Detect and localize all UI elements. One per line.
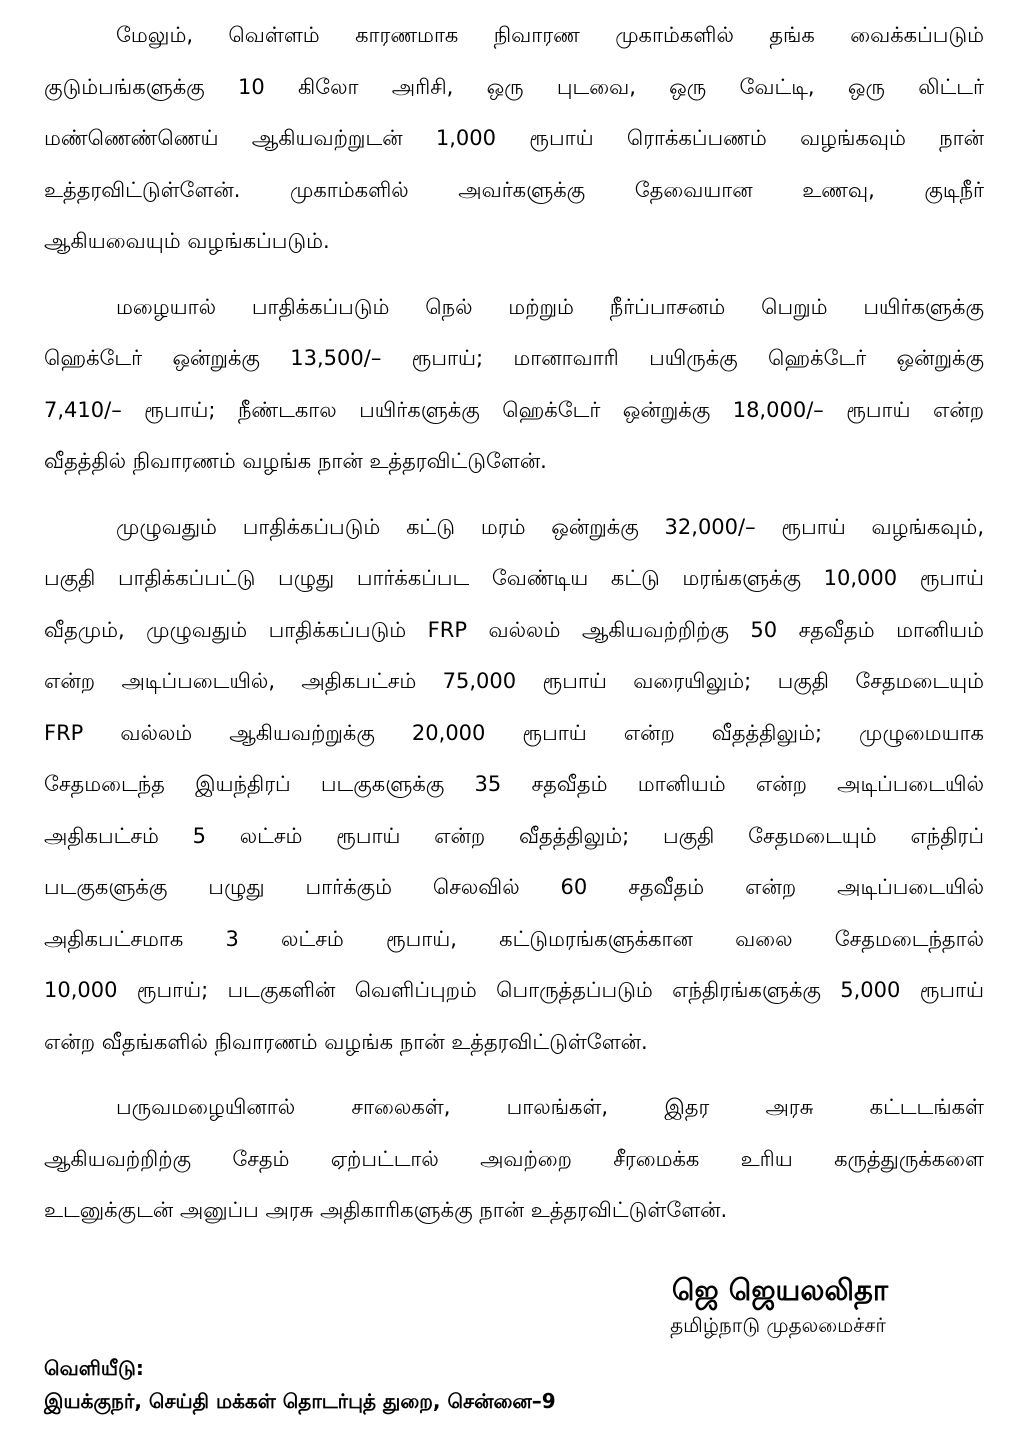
text-line: சேதமடைந்த இயந்திரப் படகுகளுக்கு 35 சதவீதம் மானியம் என்ற அடிப்படையில் bbox=[44, 772, 984, 796]
text-line: என்ற அடிப்படையில், அதிகபட்சம் 75,000 ரூபாய் வரையிலும்; பகுதி சேதமடையும் bbox=[44, 669, 984, 693]
text-line: என்ற வீதங்களில் நிவாரணம் வழங்க நான் உத்தரவிட்டுள்ளேன். bbox=[44, 1029, 648, 1054]
text-line: உத்தரவிட்டுள்ளேன். முகாம்களில் அவர்களுக்கு தேவையான உணவு, குடிநீர் bbox=[44, 177, 984, 202]
text-line: ஆகியவற்றிற்கு சேதம் ஏற்பட்டால் அவற்றை சீரமைக்க உரிய கருத்துருக்களை bbox=[44, 1146, 984, 1171]
text-line: ஹெக்டேர் ஒன்றுக்கு 13,500/– ரூபாய்; மானாவாரி பயிருக்கு ஹெக்டேர் ஒன்றுக்கு bbox=[44, 346, 984, 370]
text-line: முழுவதும் பாதிக்கப்படும் கட்டு மரம் ஒன்றுக்கு 32,000/– ரூபாய் வழங்கவும், bbox=[116, 514, 984, 539]
text-line: குடும்பங்களுக்கு 10 கிலோ அரிசி, ஒரு புடவை, ஒரு வேட்டி, ஒரு லிட்டர் bbox=[44, 74, 984, 99]
text-line: அதிகபட்சம் 5 லட்சம் ரூபாய் என்ற வீதத்திலும்; பகுதி சேதமடையும் எந்திரப் bbox=[44, 823, 984, 848]
paragraph-relief-camps bbox=[44, 10, 984, 268]
text-line: மேலும், வெள்ளம் காரணமாக நிவாரண முகாம்களில் தங்க வைக்கப்படும் bbox=[116, 23, 984, 47]
release-issuer: இயக்குநர், செய்தி மக்கள் தொடர்புத் துறை, சென்னை–9 bbox=[44, 1389, 556, 1413]
text-line: படகுகளுக்கு பழுது பார்க்கும் செலவில் 60 சதவீதம் என்ற அடிப்படையில் bbox=[44, 875, 984, 899]
text-line: மழையால் பாதிக்கப்படும் நெல் மற்றும் நீர்ப்பாசனம் பெறும் பயிர்களுக்கு bbox=[116, 294, 984, 319]
release-block bbox=[44, 1352, 556, 1418]
text-line: FRP வல்லம் ஆகியவற்றுக்கு 20,000 ரூபாய் என்ற வீதத்திலும்; முழுமையாக bbox=[44, 720, 984, 745]
release-label: வெளியீடு: bbox=[44, 1356, 144, 1380]
paragraph-crop-relief bbox=[44, 282, 984, 488]
paragraph-fishermen-relief bbox=[44, 502, 984, 1069]
text-line: உடனுக்குடன் அனுப்ப அரசு அதிகாரிகளுக்கு நான் உத்தரவிட்டுள்ளேன். bbox=[44, 1198, 728, 1222]
document-body bbox=[44, 10, 984, 1251]
signature-block bbox=[640, 1270, 920, 1340]
text-line: வீதமும், முழுவதும் பாதிக்கப்படும் FRP வல்லம் ஆகியவற்றிற்கு 50 சதவீதம் மானியம் bbox=[44, 617, 984, 642]
text-line: வீதத்தில் நிவாரணம் வழங்க நான் உத்தரவிட்டுளேன். bbox=[44, 449, 547, 473]
text-line: 7,410/– ரூபாய்; நீண்டகால பயிர்களுக்கு ஹெக்டேர் ஒன்றுக்கு 18,000/– ரூபாய் என்ற bbox=[44, 397, 984, 422]
paragraph-infrastructure-repair bbox=[44, 1082, 984, 1237]
text-line: 10,000 ரூபாய்; படகுகளின் வெளிப்புறம் பொருத்தப்படும் எந்திரங்களுக்கு 5,000 ரூபாய் bbox=[44, 978, 984, 1002]
signatory-name: ஜெ ஜெயலலிதா bbox=[671, 1273, 889, 1307]
text-line: பருவமழையினால் சாலைகள், பாலங்கள், இதர அரசு கட்டடங்கள் bbox=[116, 1095, 984, 1119]
text-line: பகுதி பாதிக்கப்பட்டு பழுது பார்க்கப்பட வேண்டிய கட்டு மரங்களுக்கு 10,000 ரூபாய் bbox=[44, 566, 984, 590]
signatory-title: தமிழ்நாடு முதலமைச்சர் bbox=[670, 1313, 886, 1337]
text-line: ஆகியவையும் வழங்கப்படும். bbox=[44, 229, 330, 253]
text-line: அதிகபட்சமாக 3 லட்சம் ரூபாய், கட்டுமரங்களுக்கான வலை சேதமடைந்தால் bbox=[44, 926, 984, 951]
text-line: மண்ணெண்ணெய் ஆகியவற்றுடன் 1,000 ரூபாய் ரொக்கப்பணம் வழங்கவும் நான் bbox=[44, 126, 984, 150]
